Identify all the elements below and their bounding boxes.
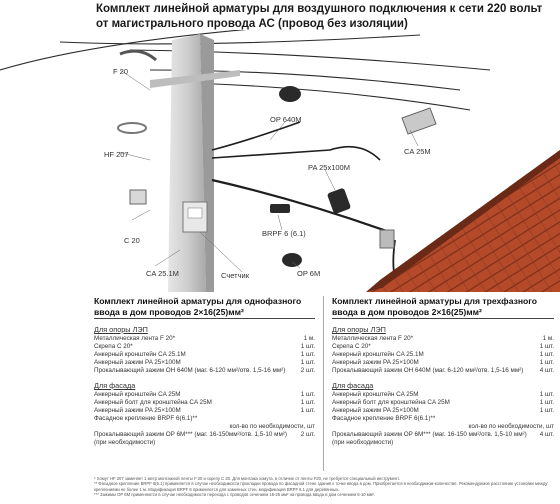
list-item [332, 343, 554, 351]
single-phase-pole-heading: Для опоры ЛЭП [94, 325, 148, 334]
single-phase-pole-list [94, 335, 315, 375]
list-item [94, 351, 315, 359]
item-name: Анкерный кронштейн CA 25M [332, 391, 419, 398]
three-phase-facade-heading: Для фасада [332, 381, 374, 390]
item-qty: 1 шт. [300, 351, 315, 358]
label-brpf: BRPF 6 (6.1) [262, 229, 306, 238]
footnote: *** Зажимы OP 6M применяются в случае необходимости перехода с проводов сечением 16-25 мм² на провода ввода в дом сечением 6-10 мм². [94, 492, 376, 498]
list-item [332, 335, 554, 343]
installation-illustration [0, 30, 560, 292]
list-item [332, 359, 554, 367]
item-name: Металлическая лента F 20* [94, 335, 176, 342]
list-item [94, 431, 315, 447]
item-name: Прокалывающий зажим OP 6M*** (маг. 16-150мм²/отв. 1,5-10 мм²) (при необходимости) [94, 431, 287, 446]
page-title: Комплект линейной арматуры для воздушного подключения к сети 220 вольт от магистрального провода АС (провод без изоляции) [96, 3, 543, 30]
item-qty: 1 м. [303, 335, 315, 342]
item-qty: 2 шт. [300, 431, 315, 438]
service-drop-cable [212, 122, 400, 292]
meter-box [183, 202, 207, 232]
list-item [332, 431, 554, 447]
list-item [332, 415, 554, 423]
item-name: Прокалывающий зажим OH 640M (маг. 6-120 мм²/отв. 1,5-16 мм²) [94, 367, 286, 374]
list-item [332, 407, 554, 415]
item-name: Анкерный зажим PA 25×100M [332, 359, 419, 366]
list-item [94, 415, 315, 423]
item-name: Прокалывающий зажим OP 6M*** (маг. 16-150 мм²/отв. 1,5-10 мм²) (при необходимости) [332, 431, 527, 446]
single-phase-title: Комплект линейной арматуры для однофазного ввода в дом проводов 2×16(25)мм² [94, 296, 315, 319]
item-qty: 1 шт. [539, 399, 554, 406]
label-op640m: OP 640M [270, 115, 302, 124]
item-name: Анкерный зажим PA 25×100M [94, 407, 181, 414]
list-item [94, 391, 315, 399]
house-roof [366, 150, 560, 292]
leader-lines [118, 70, 418, 272]
item-qty: 1 шт. [539, 359, 554, 366]
item-qty: 1 шт. [539, 407, 554, 414]
label-ca251m: CA 25.1M [146, 269, 179, 278]
item-name: Прокалывающий зажим OH 640M (маг. 6-120 мм²/отв. 1,5-16 мм²) [332, 367, 524, 374]
item-qty: 1 шт. [300, 399, 315, 406]
label-op6m: OP 6M [297, 269, 321, 278]
three-phase-pole-list [332, 335, 554, 375]
item-qty: 1 шт. [300, 359, 315, 366]
item-qty [552, 415, 554, 423]
item-name: Скрепа C 20* [94, 343, 133, 350]
item-qty [313, 415, 315, 423]
list-item-extra: кол-во по необходимости, шт [468, 423, 554, 430]
label-pa25x100m: PA 25x100M [308, 163, 350, 172]
item-name: Анкерный болт для кронштейна CA 25M [94, 399, 212, 406]
list-item-extra: кол-во по необходимости, шт [229, 423, 315, 430]
three-phase-pole-heading: Для опоры ЛЭП [332, 325, 386, 334]
label-c20: C 20 [124, 236, 140, 245]
item-qty: 1 шт. [300, 343, 315, 350]
footnote: ** Фасадное крепление BRPF 6(6.1) применяется в случае необходимости прокладки провода по фасадной стене здания к точке ввода в дом. Приобретается в необходимом количестве. Рекомендуемое расстояние установки между креплениями не более 1 м. Модификация BRPF 6 применяется для каменных стен, модификация BRPF 6.1 для деревянных. [94, 481, 548, 492]
list-item [94, 407, 315, 415]
item-qty: 1 шт. [539, 343, 554, 350]
footnotes [94, 476, 556, 498]
item-qty: 4 шт. [539, 431, 554, 438]
item-qty: 1 шт. [539, 391, 554, 398]
item-qty: 2 шт. [300, 367, 315, 374]
list-item [332, 399, 554, 407]
overhead-wires [0, 30, 490, 110]
list-item [94, 399, 315, 407]
list-item [94, 367, 315, 375]
item-qty: 1 шт. [539, 351, 554, 358]
label-meter: Счетчик [221, 271, 249, 280]
item-qty: 1 шт. [300, 391, 315, 398]
item-name: Фасадное крепление BRPF 6(6.1)** [332, 415, 436, 422]
label-f20: F 20 [113, 67, 129, 76]
item-name: Анкерный зажим PA 25×100M [332, 407, 419, 414]
item-qty: 4 шт. [539, 367, 554, 374]
list-item [332, 351, 554, 359]
kits-tables [94, 296, 554, 471]
item-name: Анкерный кронштейн CA 25.1M [332, 351, 424, 358]
item-name: Скрепа C 20* [332, 343, 371, 350]
label-ca25m: CA 25M [404, 147, 431, 156]
item-qty: 1 м. [542, 335, 554, 342]
list-item [94, 359, 315, 367]
label-hf207: HF 207 [104, 150, 129, 159]
item-name: Анкерный кронштейн CA 25M [94, 391, 181, 398]
item-name: Анкерный болт для кронштейна CA 25M [332, 399, 450, 406]
list-item [332, 367, 554, 375]
list-item [94, 335, 315, 343]
three-phase-facade-list [332, 391, 554, 447]
three-phase-title: Комплект линейной арматуры для трехфазного ввода в дом проводов 2×16(25)мм² [332, 296, 554, 319]
footnote: * Хомут HF 207 заменяет 1 метр монтажной ленты F 20 и скрепу C 20. Для монтажа хомута, в отличие от ленты F20, не требуется специальный инструмент. [94, 476, 400, 481]
list-item [332, 391, 554, 399]
list-item [94, 343, 315, 351]
utility-pole [150, 34, 240, 292]
single-phase-kit [94, 296, 324, 471]
item-name: Металлическая лента F 20* [332, 335, 414, 342]
single-phase-facade-heading: Для фасада [94, 381, 136, 390]
item-qty: 1 шт. [300, 407, 315, 414]
item-name: Фасадное крепление BRPF 6(6.1)** [94, 415, 198, 422]
item-name: Анкерный кронштейн CA 25.1M [94, 351, 186, 358]
single-phase-facade-list [94, 391, 315, 447]
three-phase-kit [324, 296, 554, 471]
item-name: Анкерный зажим PA 25×100M [94, 359, 181, 366]
